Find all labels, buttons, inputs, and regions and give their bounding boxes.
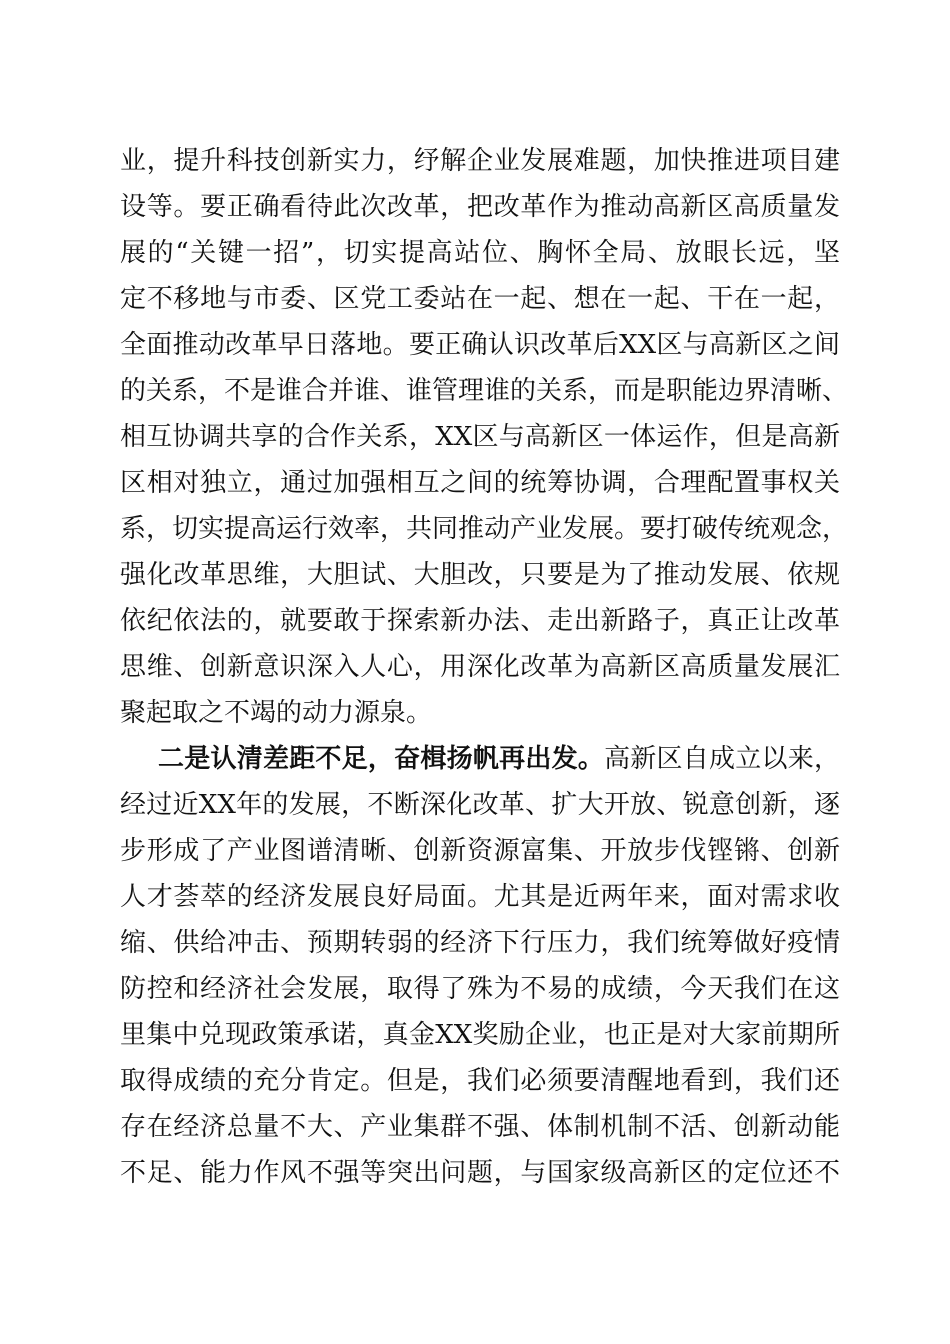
paragraph-2-line-10: 不足、能力作风不强等突出问题，与国家级高新区的定位还不 — [120, 1158, 840, 1188]
paragraph-1-line-9: 系，切实提高运行效率，共同推动产业发展。要打破传统观念， — [120, 514, 849, 544]
paragraph-2-heading: 二是认清差距不足，奋楫扬帆再出发。 — [158, 744, 605, 774]
paragraph-1-line-7: 相互协调共享的合作关系，XX区与高新区一体运作，但是高新 — [120, 422, 840, 452]
paragraph-1-line-6: 的关系，不是谁合并谁、谁管理谁的关系，而是职能边界清晰、 — [120, 376, 849, 406]
paragraph-1-line-8: 区相对独立，通过加强相互之间的统筹协调，合理配置事权关 — [120, 468, 840, 498]
paragraph-1-line-12: 思维、创新意识深入人心，用深化改革为高新区高质量发展汇 — [120, 652, 840, 682]
paragraph-1-line-3: 展的“关键一招”，切实提高站位、胸怀全局、放眼长远，坚 — [120, 238, 840, 268]
paragraph-1-line-2: 设等。要正确看待此次改革，把改革作为推动高新区高质量发 — [120, 192, 840, 222]
paragraph-1-line-4: 定不移地与市委、区党工委站在一起、想在一起、干在一起， — [120, 284, 840, 314]
paragraph-1-line-10: 强化改革思维，大胆试、大胆改，只要是为了推动发展、依规 — [120, 560, 840, 590]
paragraph-1-line-5: 全面推动改革早日落地。要正确认识改革后XX区与高新区之间 — [120, 330, 840, 360]
paragraph-2-line-6: 防控和经济社会发展，取得了殊为不易的成绩，今天我们在这 — [120, 974, 840, 1004]
paragraph-2-line-8: 取得成绩的充分肯定。但是，我们必须要清醒地看到，我们还 — [120, 1066, 840, 1096]
paragraph-2-line-4: 人才荟萃的经济发展良好局面。尤其是近两年来，面对需求收 — [120, 882, 840, 912]
paragraph-2-line-9: 存在经济总量不大、产业集群不强、体制机制不活、创新动能 — [120, 1112, 840, 1142]
paragraph-1-line-13: 聚起取之不竭的动力源泉。 — [120, 698, 433, 728]
paragraph-2-line-1 — [158, 741, 840, 777]
paragraph-2-line-7: 里集中兑现政策承诺，真金XX奖励企业，也正是对大家前期所 — [120, 1020, 840, 1050]
paragraph-2-line-5: 缩、供给冲击、预期转弱的经济下行压力，我们统筹做好疫情 — [120, 928, 840, 958]
paragraph-2-line-2: 经过近XX年的发展，不断深化改革、扩大开放、锐意创新，逐 — [120, 790, 840, 820]
paragraph-2-line-3: 步形成了产业图谱清晰、创新资源富集、开放步伐铿锵、创新 — [120, 836, 840, 866]
paragraph-2-line-1-text: 高新区自成立以来， — [604, 744, 840, 774]
paragraph-1-line-1: 业，提升科技创新实力，纾解企业发展难题，加快推进项目建 — [120, 146, 840, 176]
paragraph-1-line-11: 依纪依法的，就要敢于探索新办法、走出新路子，真正让改革 — [120, 606, 840, 636]
